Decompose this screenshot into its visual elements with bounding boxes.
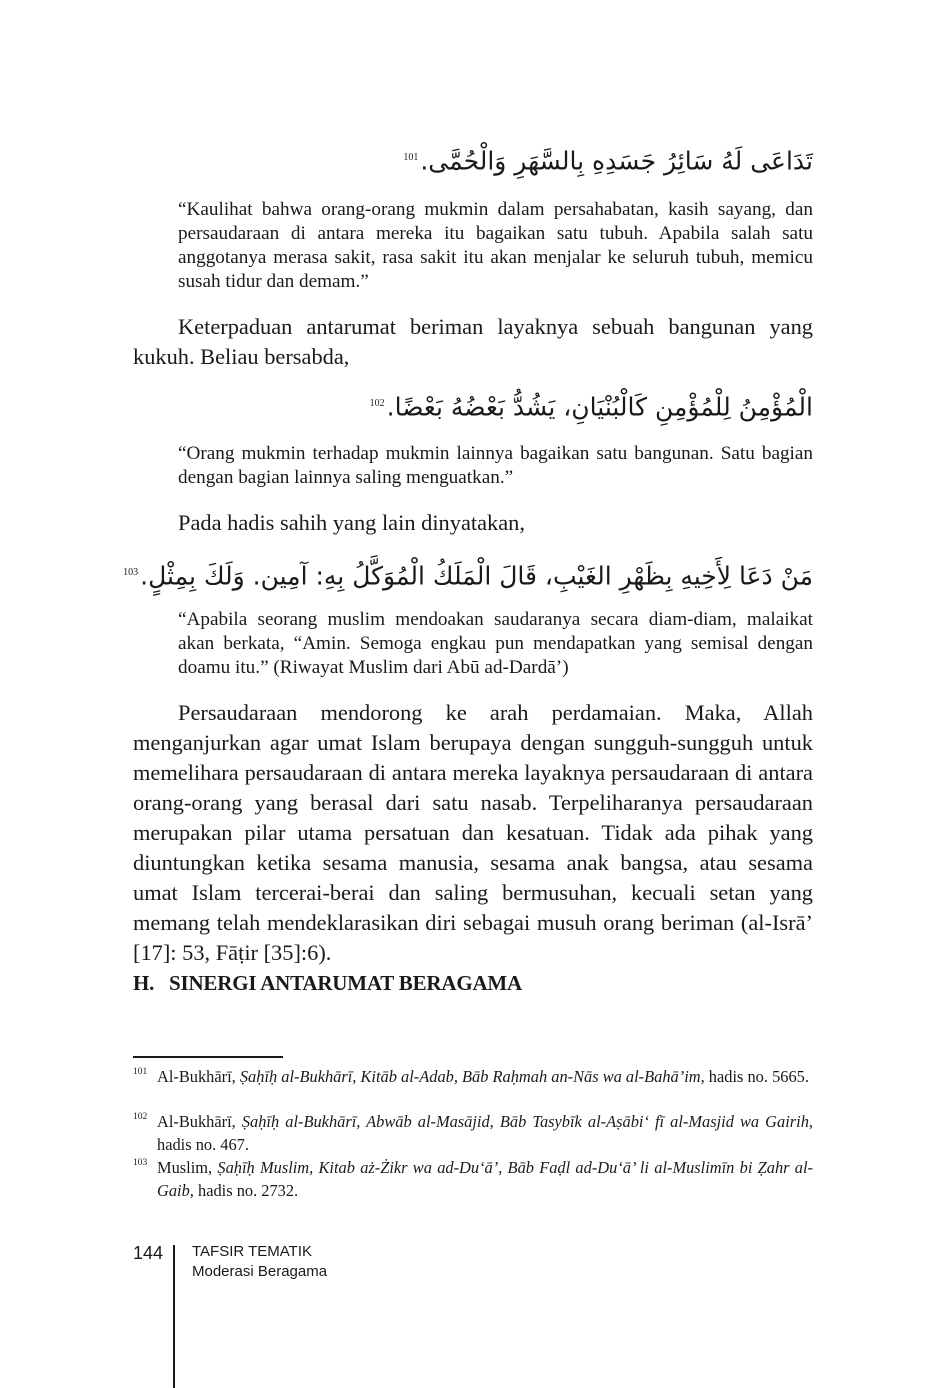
section-letter: H. — [133, 971, 155, 995]
footnote-ref-101[interactable]: 101 — [403, 152, 419, 163]
book-subtitle: Moderasi Beragama — [192, 1263, 328, 1280]
footer-vertical-rule — [173, 1245, 175, 1388]
arabic-hadith-101 — [403, 138, 813, 181]
section-title: SINERGI ANTARUMAT BERAGAMA — [169, 971, 522, 995]
arabic-hadith-103 — [123, 553, 813, 596]
footnote-number: 102 — [133, 1112, 148, 1122]
arabic-text: الْمُؤْمِنُ لِلْمُؤْمِنِ كَالْبُنْيَانِ، يَشُدُّ بَعْضُهُ بَعْضًا. — [386, 392, 813, 422]
running-footer — [192, 1242, 327, 1282]
footnote-ref-103[interactable]: 103 — [123, 567, 139, 578]
page-number: 144 — [133, 1243, 164, 1263]
footnote-number: 101 — [133, 1067, 148, 1077]
footnote-102: 102 Al-Bukhārī, Ṣaḥīḥ al-Bukhārī, Abwāb al-Masājid, Bāb Tasybīk al-Aṣābi‘ fī al-Masjid wa Gairih, hadis no. 467. — [133, 1110, 813, 1156]
arabic-text: تَدَاعَى لَهُ سَائِرُ جَسَدِهِ بِالسَّهَرِ وَالْحُمَّى. — [420, 146, 813, 176]
footnote-ref-102[interactable]: 102 — [369, 398, 385, 409]
footnote-number: 103 — [133, 1158, 148, 1168]
book-title: TAFSIR TEMATIK — [192, 1243, 313, 1260]
hadith-translation-103: “Apabila seorang muslim mendoakan saudaranya secara diam-diam, malaikat akan berkata, “Amin. Semoga engkau pun mendapatkan yang semisal dengan doamu itu.” (Riwayat Muslim dari Abū ad-Dardā’) — [178, 609, 813, 678]
body-paragraph-3: Persaudaraan mendorong ke arah perdamaian. Maka, Allah menganjurkan agar umat Islam berupaya dengan sungguh-sungguh untuk memelihara persaudaraan di antara mereka layaknya persaudaraan di antara orang-orang yang berasal dari satu nasab. Terpeliharanya persaudaraan merupakan pilar utama persatuan dan kesatuan. Tidak ada pihak yang diuntungkan ketika sesama manusia, sesama anak bangsa, atau sesama umat Islam tercerai-berai dan saling bermusuhan, kecuali setan yang memang telah mendeklarasikan diri sebagai musuh orang beriman (al-Isrā’ [17]: 53, Fāṭir [35]:6). — [133, 700, 813, 965]
section-heading — [133, 968, 522, 998]
arabic-text: مَنْ دَعَا لِأَخِيهِ بِظَهْرِ الغَيْبِ، قَالَ الْمَلَكُ الْمُوَكَّلُ بِهِ: آمِين. وَلَكَ بِمِثْلٍ. — [140, 561, 813, 591]
body-paragraph-2: Pada hadis sahih yang lain dinyatakan, — [178, 510, 525, 535]
footnote-divider — [133, 1056, 283, 1058]
footnote-103: 103 Muslim, Ṣaḥīḥ Muslim, Kitab aż-Żikr wa ad-Du‘ā’, Bāb Faḍl ad-Du‘ā’ li al-Muslimīn bi Ẓahr al-Gaib, hadis no. 2732. — [133, 1156, 813, 1202]
body-paragraph-1: Keterpaduan antarumat beriman layaknya sebuah bangunan yang kukuh. Beliau bersabda, — [133, 314, 813, 369]
hadith-translation-102: “Orang mukmin terhadap mukmin lainnya bagaikan satu bangunan. Satu bagian dengan bagian lainnya saling menguatkan.” — [178, 443, 813, 488]
arabic-hadith-102 — [370, 384, 813, 427]
footnote-101: 101 Al-Bukhārī, Ṣaḥīḥ al-Bukhārī, Kitāb al-Adab, Bāb Raḥmah an-Nās wa al-Bahā’im, hadis no. 5665. — [133, 1065, 813, 1088]
hadith-translation-101: “Kaulihat bahwa orang-orang mukmin dalam persahabatan, kasih sayang, dan persaudaraan di antara mereka itu bagaikan satu tubuh. Apabila salah satu anggotanya merasa sakit, rasa sakit itu akan menjalar ke seluruh tubuh, memicu susah tidur dan demam.” — [178, 199, 813, 292]
